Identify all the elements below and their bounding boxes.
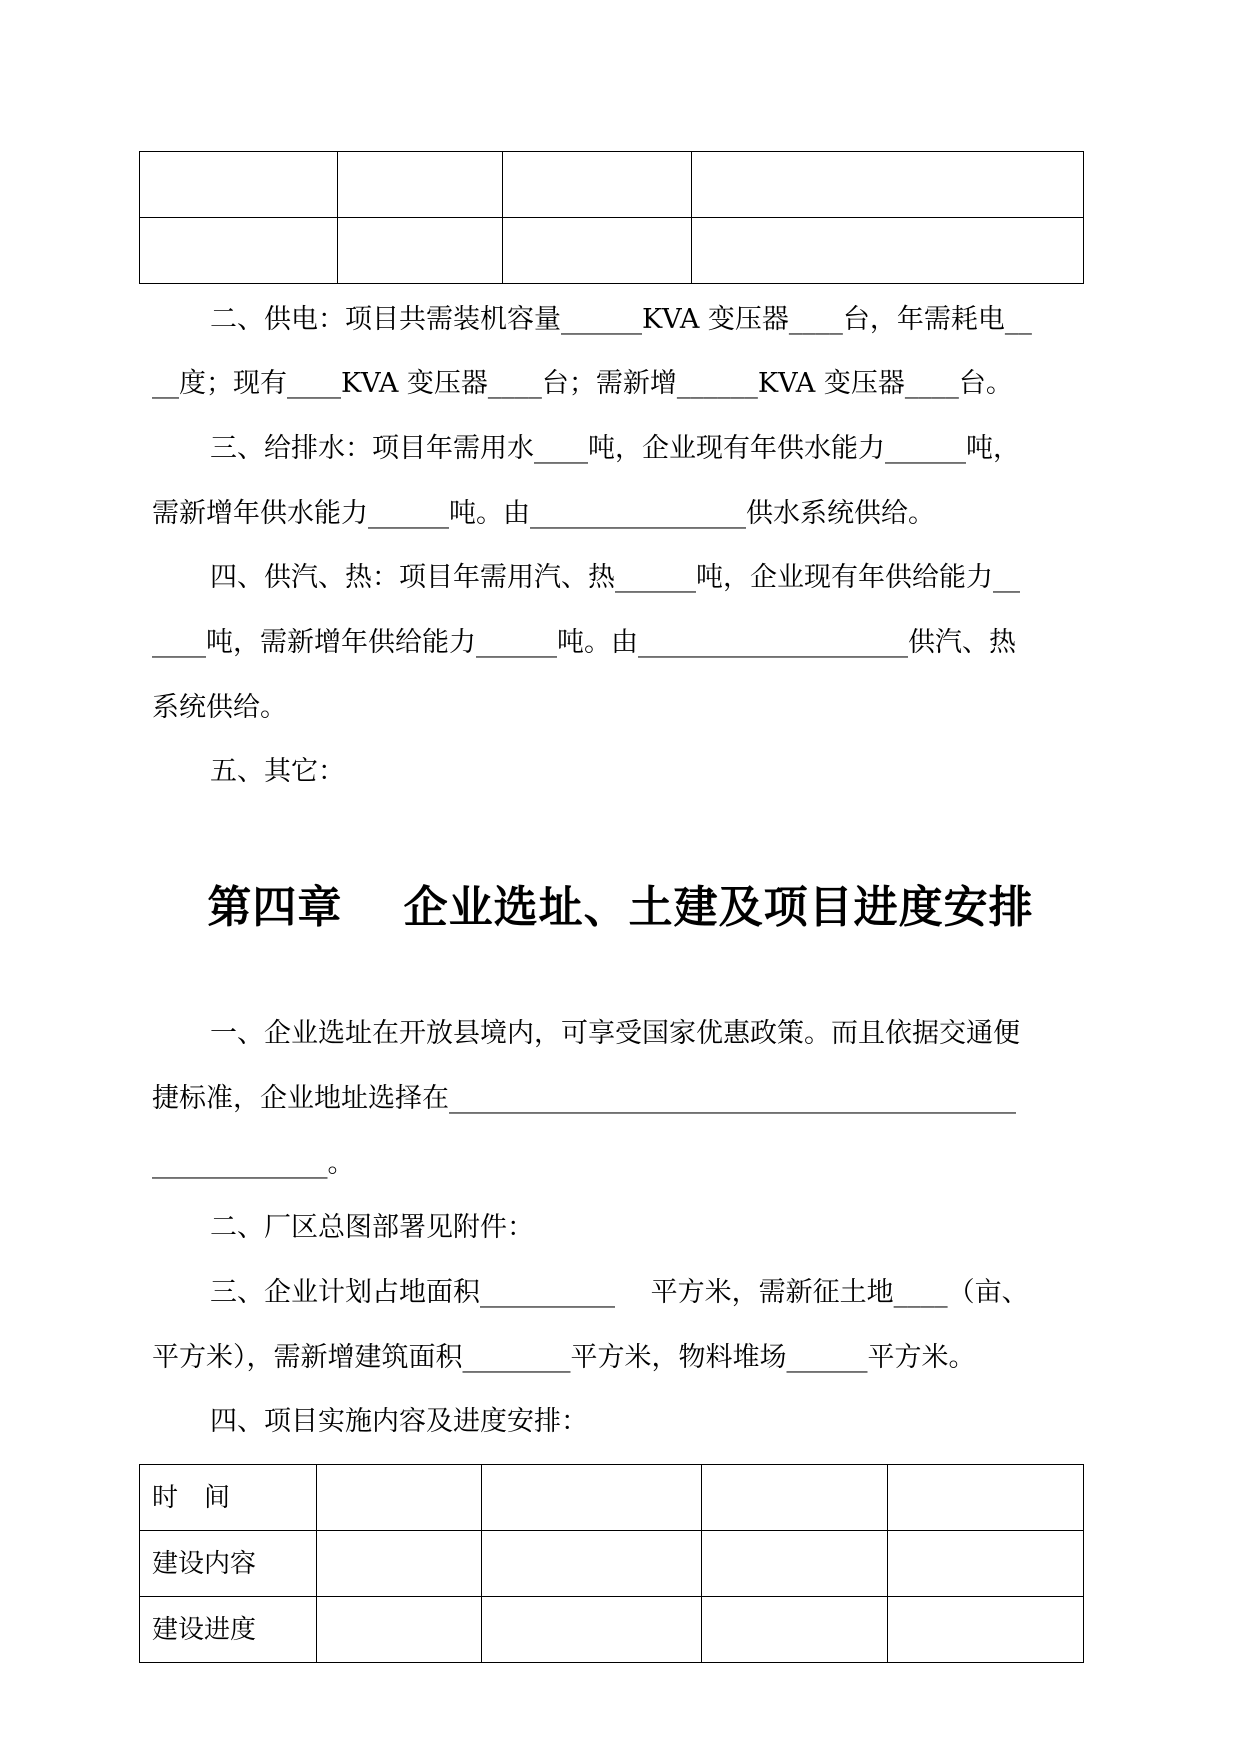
site-selection-line-3: _____________。: [152, 1148, 355, 1179]
table-cell: [482, 1531, 702, 1597]
table-cell: [482, 1597, 702, 1663]
table-cell: [482, 1465, 702, 1531]
chapter-title: 第四章 企业选址、土建及项目进度安排: [207, 882, 1034, 933]
other-line: 五、其它：: [210, 756, 345, 787]
water-supply-line-1: 三、给排水：项目年需用水____吨，企业现有年供水能力______吨，: [210, 433, 1020, 464]
table-cell: [140, 218, 338, 284]
top-table: [139, 151, 1084, 284]
power-supply-line-2: __度；现有____KVA 变压器____台；需新增______KVA 变压器____台。: [152, 368, 1013, 399]
table-cell: [888, 1465, 1084, 1531]
table-cell: [692, 218, 1084, 284]
steam-supply-line-3: 系统供给。: [152, 692, 287, 723]
land-area-line-2: 平方米），需新增建筑面积________平方米，物料堆场______平方米。: [152, 1342, 976, 1373]
table-row: [140, 218, 1084, 284]
table-cell: [702, 1597, 888, 1663]
table-row: [140, 1465, 1084, 1531]
site-selection-line-2: 捷标准，企业地址选择在__________________________________________: [152, 1083, 1016, 1114]
table-cell: [317, 1465, 482, 1531]
table-row: [140, 1531, 1084, 1597]
table-row: [140, 152, 1084, 218]
steam-supply-line-2: ____吨，需新增年供给能力______吨。由____________________供汽、热: [152, 627, 1016, 658]
table-cell: [888, 1531, 1084, 1597]
site-selection-line-1: 一、企业选址在开放县境内，可享受国家优惠政策。而且依据交通便: [210, 1018, 1020, 1049]
layout-line: 二、厂区总图部署见附件：: [210, 1212, 534, 1243]
table-cell: [338, 218, 503, 284]
row-header-progress: 建设进度: [140, 1597, 317, 1663]
row-header-time: 时 间: [140, 1465, 317, 1531]
table-cell: [140, 152, 338, 218]
land-area-line-1: 三、企业计划占地面积__________ 平方米，需新征土地____（亩、: [210, 1277, 1029, 1308]
table-cell: [503, 152, 692, 218]
schedule-intro-line: 四、项目实施内容及进度安排：: [210, 1406, 588, 1437]
steam-supply-line-1: 四、供汽、热：项目年需用汽、热______吨，企业现有年供给能力__: [210, 562, 1020, 593]
table-cell: [888, 1597, 1084, 1663]
table-cell: [702, 1531, 888, 1597]
table-row: [140, 1597, 1084, 1663]
table-cell: [692, 152, 1084, 218]
table-cell: [702, 1465, 888, 1531]
row-header-content: 建设内容: [140, 1531, 317, 1597]
table-cell: [338, 152, 503, 218]
table-cell: [317, 1531, 482, 1597]
power-supply-line-1: 二、供电：项目共需装机容量______KVA 变压器____台，年需耗电__: [210, 304, 1032, 335]
schedule-table: [139, 1464, 1084, 1663]
table-cell: [317, 1597, 482, 1663]
table-cell: [503, 218, 692, 284]
water-supply-line-2: 需新增年供水能力______吨。由________________供水系统供给。: [152, 498, 935, 529]
